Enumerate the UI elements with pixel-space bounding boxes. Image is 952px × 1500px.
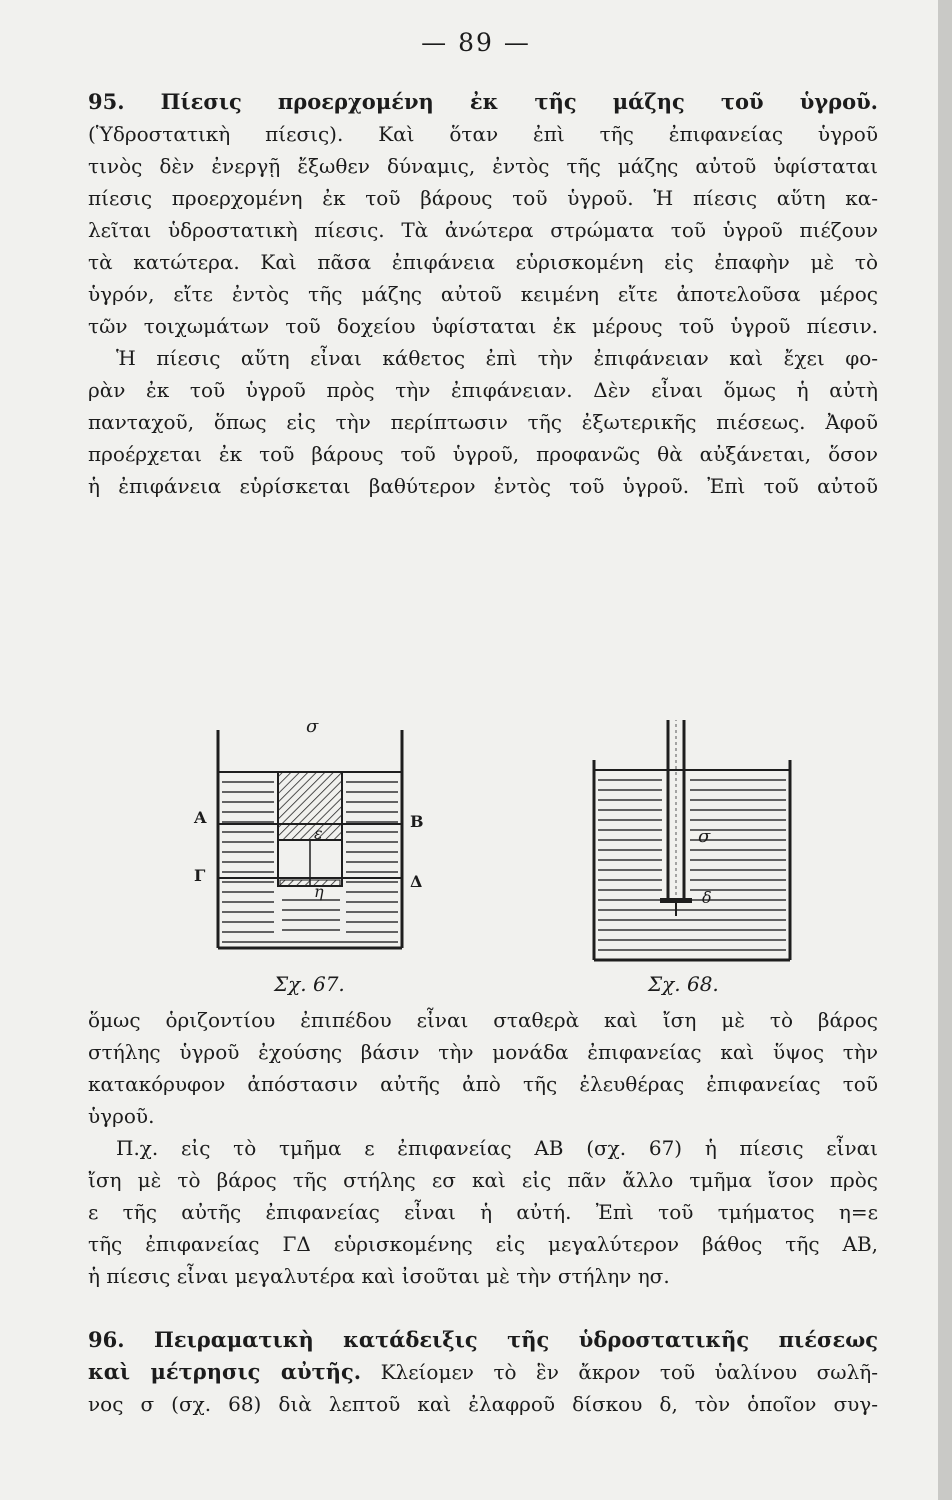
text-line: πανταχοῦ, ὅπως εἰς τὴν περίπτωσιν τῆς ἐξωτερικῆς πιέσεως. Ἀφοῦ [88,410,878,434]
section-95-paragraph [88,86,878,502]
text-line: ὅμως ὁριζοντίου ἐπιπέδου εἶναι σταθερὰ καὶ ἴση μὲ τὸ βάρος [88,1008,878,1032]
text-line: ἴση μὲ τὸ βάρος τῆς στήλης εσ καὶ εἰς πᾶν ἄλλο τμῆμα ἴσον πρὸς [88,1168,878,1192]
section-96-heading-tail: καὶ μέτρησις αὐτῆς. [88,1359,362,1384]
text-line: τῶν τοιχωμάτων τοῦ δοχείου ὑφίσταται ἐκ μέρους τοῦ ὑγροῦ πίεσιν. [88,314,878,338]
text-line: λεῖται ὑδροστατικὴ πίεσις. Τὰ ἀνώτερα στρώματα τοῦ ὑγροῦ πιέζουν [88,218,878,242]
page-edge [938,0,952,1500]
fig68-label-sigma: σ [698,826,711,847]
fig67-label-b: Β [410,812,424,831]
figures-illustration [190,720,890,1000]
fig67-label-sigma: σ [306,716,319,737]
fig68-label-delta: δ [702,888,712,907]
figure-68 [594,720,790,960]
section-95-heading: 95. Πίεσις προερχομένη ἐκ τῆς μάζης τοῦ ὑγροῦ. [88,89,878,114]
text-line: τῆς ἐπιφανείας ΓΔ εὑρισκομένης εἰς μεγαλύτερον βάθος τῆς ΑΒ, [88,1232,878,1256]
section-96-paragraph [88,1324,878,1420]
fig67-label-eta: η [314,882,324,901]
text-line: τινὸς δὲν ἐνεργῇ ἔξωθεν δύναμις, ἐντὸς τῆς μάζης αὐτοῦ ὑφίσταται [88,154,878,178]
page-number: — 89 — [421,28,531,57]
fig67-label-delta: Δ [410,872,423,891]
text-line: τὰ κατώτερα. Καὶ πᾶσα ἐπιφάνεια εὑρισκομένη εἰς ἐπαφὴν μὲ τὸ [88,250,878,274]
text-line: ρὰν ἐκ τοῦ ὑγροῦ πρὸς τὴν ἐπιφάνειαν. Δὲν εἶναι ὅμως ἡ αὐτὴ [88,378,878,402]
text-line: πίεσις προερχομένη ἐκ τοῦ βάρους τοῦ ὑγροῦ. Ἡ πίεσις αὕτη κα- [88,186,878,210]
text-line: Ἡ πίεσις αὕτη εἶναι κάθετος ἐπὶ τὴν ἐπιφάνειαν καὶ ἔχει φο- [116,346,878,370]
figure-67 [218,730,402,948]
text-line: ἡ ἐπιφάνεια εὑρίσκεται βαθύτερον ἐντὸς τοῦ ὑγροῦ. Ἐπὶ τοῦ αὐτοῦ [88,474,878,498]
figure-67-caption: Σχ. 67. [274,972,345,996]
text-line: νος σ (σχ. 68) διὰ λεπτοῦ καὶ ἐλαφροῦ δίσκου δ, τὸν ὁποῖον συγ- [88,1392,878,1416]
fig67-label-a: Α [194,808,207,827]
text-line: προέρχεται ἐκ τοῦ βάρους τοῦ ὑγροῦ, προφανῶς θὰ αὐξάνεται, ὅσον [88,442,878,466]
text-line: ὑγροῦ. [88,1104,155,1128]
section-96-first-line: Κλείομεν τὸ ἓν ἄκρον τοῦ ὑαλίνου σωλῆ- [380,1360,878,1384]
text-line: Π.χ. εἰς τὸ τμῆμα ε ἐπιφανείας ΑΒ (σχ. 67) ἡ πίεσις εἶναι [116,1136,878,1160]
figure-68-caption: Σχ. 68. [648,972,719,996]
fig67-label-gamma: Γ [194,866,206,885]
text-line: στήλης ὑγροῦ ἐχούσης βάσιν τὴν μονάδα ἐπιφανείας καὶ ὕψος τὴν [88,1040,878,1064]
section-96-heading: 96. Πειραματικὴ κατάδειξις τῆς ὑδροστατικῆς πιέσεως [88,1327,878,1352]
figures-area [190,716,890,1000]
text-line: ε τῆς αὐτῆς ἐπιφανείας εἶναι ἡ αὐτή. Ἐπὶ τοῦ τμήματος η=ε [88,1200,878,1224]
text-line: (Ὑδροστατικὴ πίεσις). Καὶ ὅταν ἐπὶ τῆς ἐπιφανείας ὑγροῦ [88,122,878,146]
section-95-continuation [88,1004,878,1292]
text-line [88,1356,878,1388]
fig67-label-epsilon: ε [314,824,323,843]
text-line: ὑγρόν, εἴτε ἐντὸς τῆς μάζης αὐτοῦ κειμένη εἴτε ἀποτελοῦσα μέρος [88,282,878,306]
text-line: ἡ πίεσις εἶναι μεγαλυτέρα καὶ ἰσοῦται μὲ τὴν στήλην ησ. [88,1264,670,1288]
text-line: κατακόρυφον ἀπόστασιν αὐτῆς ἀπὸ τῆς ἐλευθέρας ἐπιφανείας τοῦ [88,1072,878,1096]
